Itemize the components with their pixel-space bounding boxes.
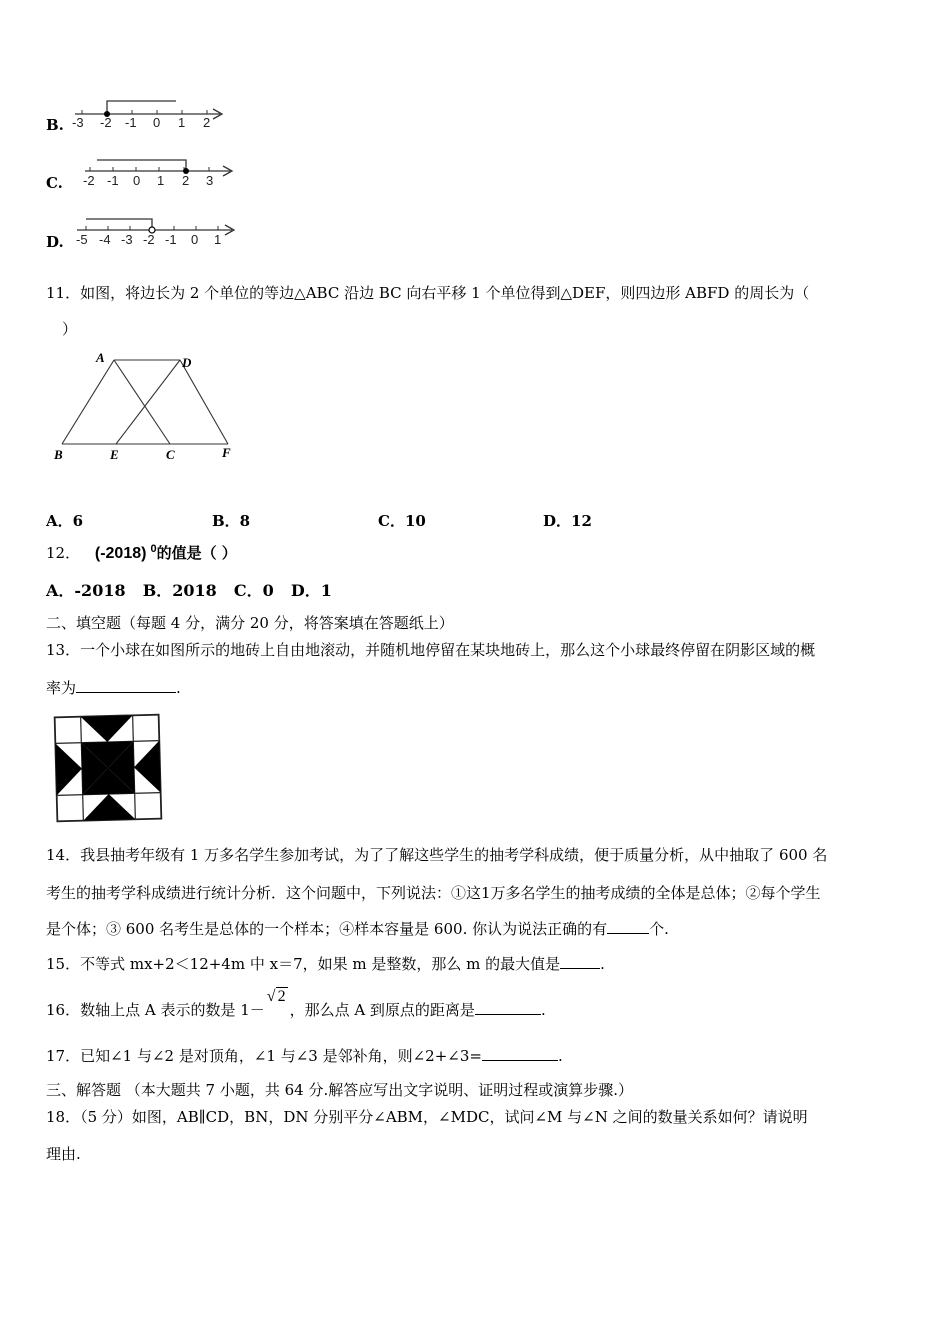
q11-text-close: ） [62,320,78,338]
tick-label: -2 [83,173,95,188]
q12-tail: 的值是（ ） [156,544,237,562]
tick-label: -1 [107,173,119,188]
q13-line1: 13．一个小球在如图所示的地砖上自由地滚动，并随机地停留在某块地砖上，那么这个小球最终停留在阴影区域的概 [46,641,816,659]
sqrt-radical: √ 2 [266,988,286,1005]
q17-answer-blank[interactable] [482,1046,558,1061]
tick-label: -5 [76,232,88,247]
q18-line2: 理由. [46,1145,81,1163]
q15-text: 15．不等式 mx+2＜12+4m 中 x＝7，如果 m 是整数，那么 m 的最大值是 . [46,955,605,973]
q12-option-a: A．-2018 [46,581,126,600]
tick-label: 1 [178,115,186,130]
vertex-label-b: B [54,447,63,462]
tick-label: -3 [121,232,133,247]
q12-option-c: C．0 [233,581,274,600]
q16-answer-blank[interactable] [475,1000,541,1015]
q11-option-d: D．12 [543,512,592,530]
q11-figure [50,348,245,468]
tick-label: 2 [203,115,211,130]
q12-options [46,578,332,601]
tick-label: 3 [206,173,214,188]
vertex-label-c: C [166,447,175,462]
q11-option-c: C．10 [378,512,426,530]
section-3-heading: 三、解答题 （本大题共 7 小题，共 64 分.解答应写出文字说明、证明过程或演算步骤.） [46,1081,634,1099]
q11-text: 11．如图，将边长为 2 个单位的等边△ABC 沿边 BC 向右平移 1 个单位得到△DEF，则四边形 ABFD 的周长为（ [46,284,810,302]
q13-tile-figure [52,712,164,824]
vertex-label-f: F [222,445,231,460]
q14-answer-blank[interactable] [607,919,649,934]
q12-text [46,542,237,563]
option-b-label: B. [46,116,64,134]
q13-answer-blank[interactable] [76,678,176,693]
q12-expr: (-2018) [94,545,147,562]
q13-line2: 率为 . [46,679,181,697]
q15-answer-blank[interactable] [560,954,600,969]
tick-label: -2 [143,232,155,247]
tick-label: -1 [165,232,177,247]
tick-label: 0 [153,115,161,130]
q14-line1: 14．我县抽考年级有 1 万多名学生参加考试，为了了解这些学生的抽考学科成绩，便于质量分析，从中抽取了 600 名 [46,846,828,864]
q12-exponent: 0 [150,543,157,555]
vertex-label-e: E [110,447,119,462]
tick-label: -1 [125,115,137,130]
q16-text: 16．数轴上点 A 表示的数是 1－√ 2，那么点 A 到原点的距离是 . [46,988,546,1019]
q12-option-b: B．2018 [142,581,217,600]
tick-label: 0 [191,232,199,247]
tick-label: -4 [99,232,111,247]
vertex-label-a: A [96,350,105,365]
q14-line3: 是个体；③ 600 名考生是总体的一个样本；④样本容量是 600. 你认为说法正确的有 个. [46,920,669,938]
option-d-label: D. [46,233,64,251]
tick-label: 1 [214,232,222,247]
section-2-heading: 二、填空题（每题 4 分，满分 20 分，将答案填在答题纸上） [46,614,454,632]
option-c-label: C. [46,174,63,192]
q11-option-b: B．8 [212,512,251,530]
tick-label: 0 [133,173,141,188]
vertex-label-d: D [182,355,192,370]
tick-label: 2 [182,173,190,188]
q12-number: 12． [46,544,81,562]
q17-text: 17．已知∠1 与∠2 是对顶角，∠1 与∠3 是邻补角，则∠2+∠3= . [46,1047,563,1065]
q12-option-d: D．1 [290,581,332,600]
q18-line1: 18．（5 分）如图，AB∥CD，BN，DN 分别平分∠ABM，∠MDC，试问∠M 与∠N 之间的数量关系如何？请说明 [46,1108,808,1126]
q11-option-a: A．6 [46,512,84,530]
tick-label: 1 [157,173,165,188]
q14-line2: 考生的抽考学科成绩进行统计分析．这个问题中，下列说法：①这1万多名学生的抽考成绩的全体是总体；②每个学生 [46,884,821,902]
tick-label: -2 [100,115,112,130]
tick-label: -3 [72,115,84,130]
